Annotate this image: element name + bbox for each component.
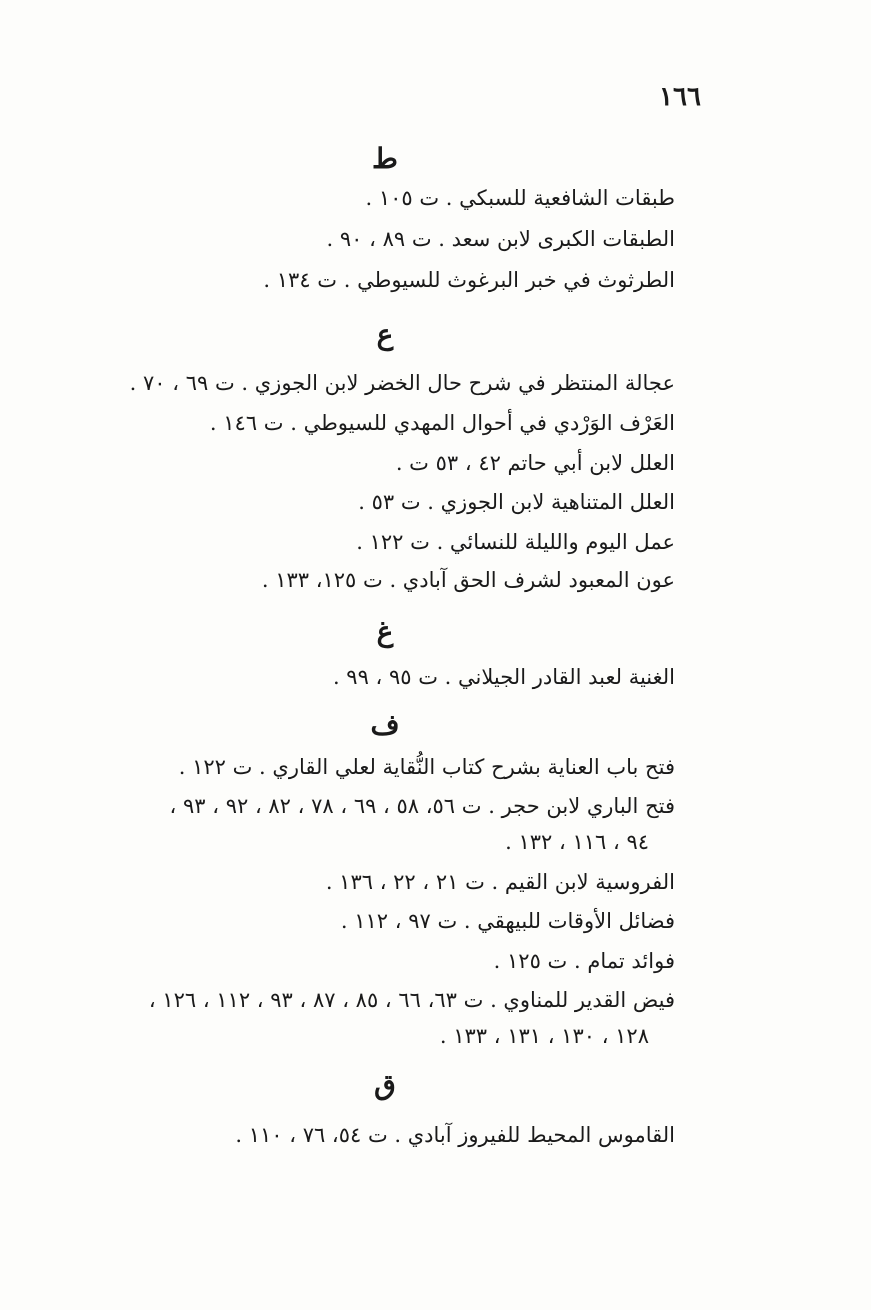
index-entry-continuation: ١٢٨ ، ١٣٠ ، ١٣١ ، ١٣٣ . bbox=[439, 1024, 649, 1048]
index-entry: فضائل الأوقات للبيهقي . ت ٩٧ ، ١١٢ . bbox=[340, 909, 675, 933]
index-entry: طبقات الشافعية للسبكي . ت ١٠٥ . bbox=[365, 186, 675, 210]
index-entry: فوائد تمام . ت ١٢٥ . bbox=[493, 949, 675, 973]
index-entry: عون المعبود لشرف الحق آبادي . ت ١٢٥، ١٣٣ . bbox=[261, 568, 675, 592]
section-letter-ain: ع bbox=[376, 318, 394, 351]
index-entry: الغنية لعبد القادر الجيلاني . ت ٩٥ ، ٩٩ . bbox=[332, 665, 675, 689]
index-entry: الطرثوث في خبر البرغوث للسيوطي . ت ١٣٤ . bbox=[263, 268, 675, 292]
index-entry: فيض القدير للمناوي . ت ٦٣، ٦٦ ، ٨٥ ، ٨٧ ، ٩٣ ، ١١٢ ، ١٢٦ ، bbox=[148, 988, 675, 1012]
section-letter-taa: ط bbox=[372, 142, 398, 175]
index-entry: العَرْف الوَرْدي في أحوال المهدي للسيوطي . ت ١٤٦ . bbox=[209, 411, 675, 435]
section-letter-qaf: ق bbox=[374, 1068, 396, 1101]
page-number: ١٦٦ bbox=[659, 82, 701, 112]
index-entry: الفروسية لابن القيم . ت ٢١ ، ٢٢ ، ١٣٦ . bbox=[325, 870, 675, 894]
index-entry: العلل المتناهية لابن الجوزي . ت ٥٣ . bbox=[358, 490, 675, 514]
index-entry-continuation: ٩٤ ، ١١٦ ، ١٣٢ . bbox=[505, 830, 649, 854]
index-entry: فتح باب العناية بشرح كتاب النُّقاية لعلي القاري . ت ١٢٢ . bbox=[178, 755, 675, 779]
index-entry: الطبقات الكبرى لابن سعد . ت ٨٩ ، ٩٠ . bbox=[326, 227, 675, 251]
section-letter-ghain: غ bbox=[376, 615, 394, 648]
index-entry: القاموس المحيط للفيروز آبادي . ت ٥٤، ٧٦ ، ١١٠ . bbox=[235, 1123, 675, 1147]
index-entry: العلل لابن أبي حاتم ٤٢ ، ٥٣ ت . bbox=[395, 451, 675, 475]
index-entry: فتح الباري لابن حجر . ت ٥٦، ٥٨ ، ٦٩ ، ٧٨ ، ٨٢ ، ٩٢ ، ٩٣ ، bbox=[169, 794, 675, 818]
index-entry: عمل اليوم والليلة للنسائي . ت ١٢٢ . bbox=[356, 530, 675, 554]
section-letter-faa: ف bbox=[370, 708, 400, 741]
index-entry: عجالة المنتظر في شرح حال الخضر لابن الجوزي . ت ٦٩ ، ٧٠ . bbox=[129, 371, 675, 395]
